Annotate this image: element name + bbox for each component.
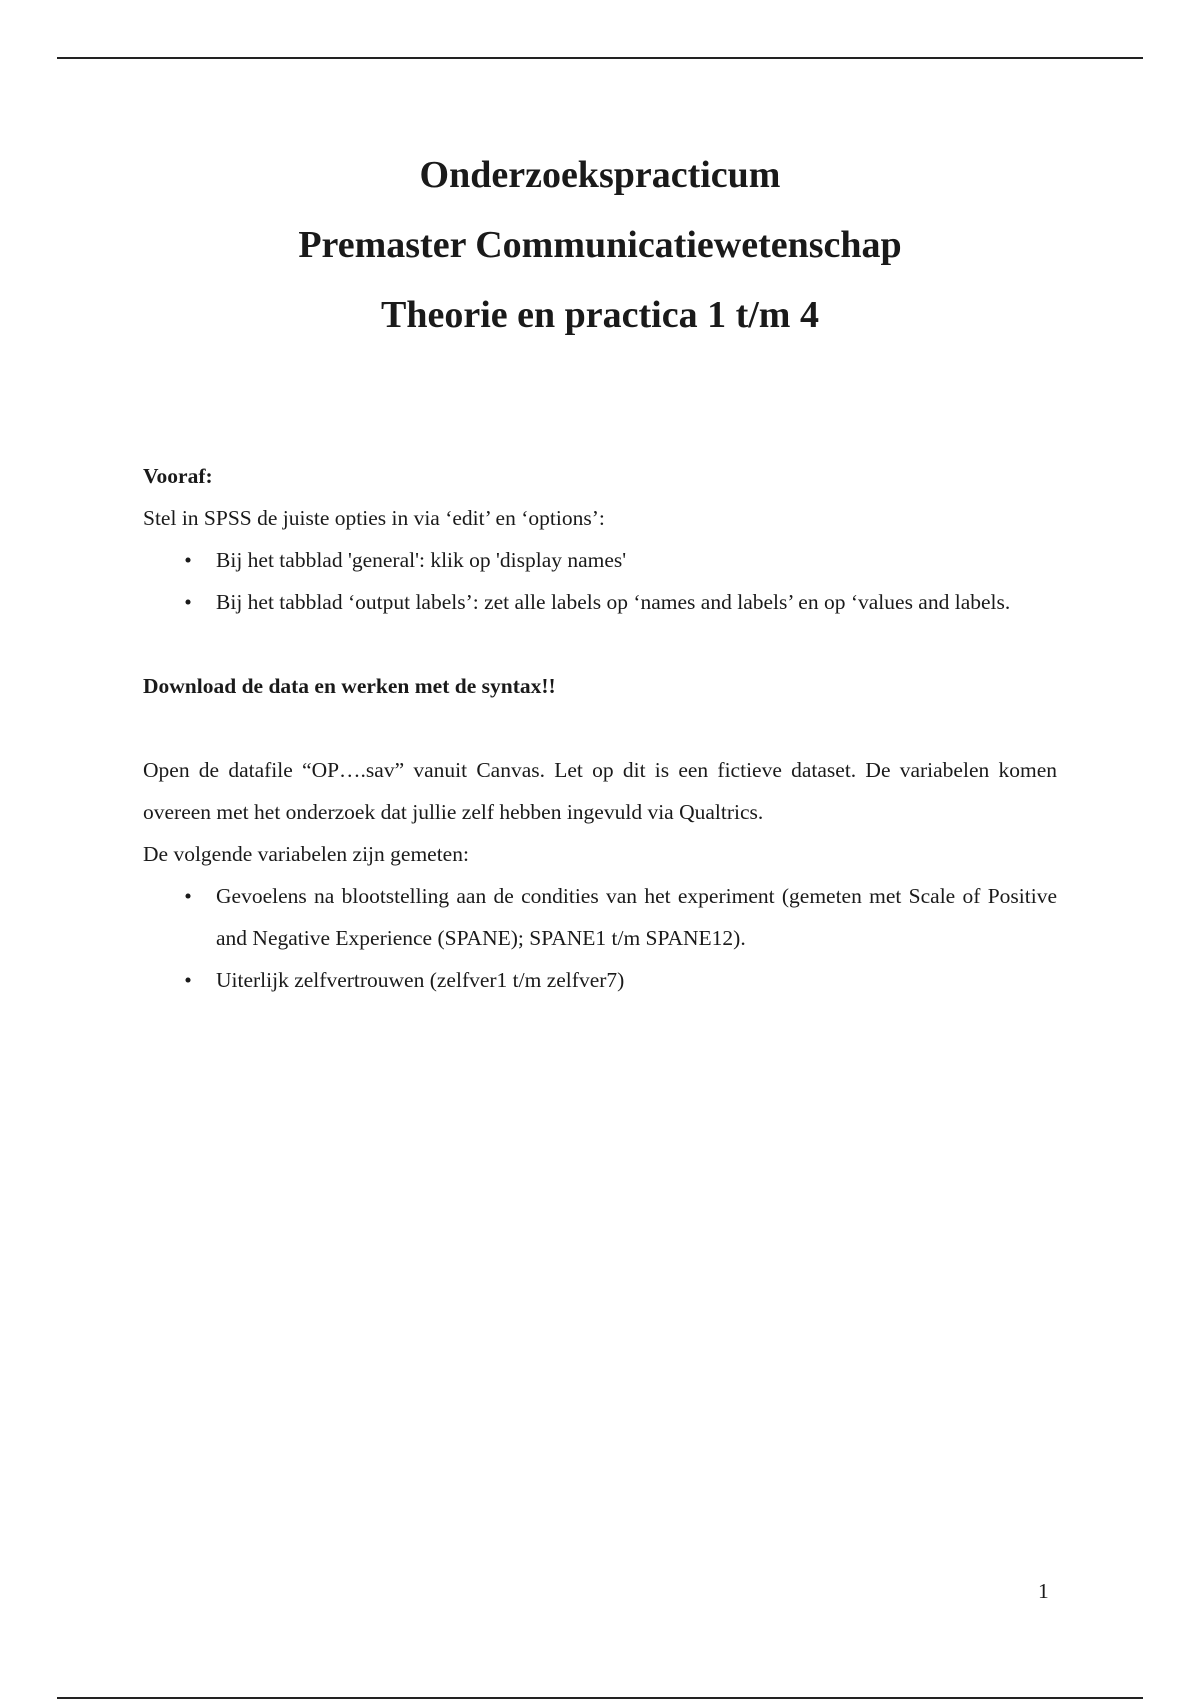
title-line-1: Onderzoekspracticum <box>419 154 781 196</box>
list-item <box>143 875 1057 959</box>
list-item-text: Gevoelens na blootstelling aan de condities van het experiment (gemeten met Scale of Positive and Negative Experience (SPANE); SPANE1 t/m SPANE12). <box>216 884 1057 950</box>
variables-bullet-list <box>143 875 1057 1001</box>
dataset-paragraph: Open de datafile “OP….sav” vanuit Canvas. Let op dit is een fictieve dataset. De variabelen komen overeen met het onderzoek dat jullie zelf hebben ingevuld via Qualtrics. <box>143 758 1057 824</box>
spacer <box>143 707 1057 749</box>
list-item-text: Uiterlijk zelfvertrouwen (zelfver1 t/m zelfver7) <box>216 968 625 992</box>
header-rule <box>57 57 1143 59</box>
list-item-text: Bij het tabblad 'general': klik op 'display names' <box>216 548 627 572</box>
bullet-icon: • <box>184 884 192 908</box>
spacer <box>143 623 1057 665</box>
vooraf-heading: Vooraf: <box>143 464 213 488</box>
download-notice: Download de data en werken met de syntax!! <box>143 674 556 698</box>
bullet-icon: • <box>184 968 192 992</box>
vooraf-intro: Stel in SPSS de juiste opties in via ‘edit’ en ‘options’: <box>143 506 605 530</box>
bullet-icon: • <box>184 548 192 572</box>
variables-intro: De volgende variabelen zijn gemeten: <box>143 842 469 866</box>
list-item <box>143 539 1057 581</box>
document-title <box>0 140 1200 350</box>
list-item <box>143 581 1057 623</box>
title-line-3: Theorie en practica 1 t/m 4 <box>381 294 819 336</box>
footer-rule <box>57 1697 1143 1699</box>
document-body <box>143 455 1057 1001</box>
list-item <box>143 959 1057 1001</box>
page-number: 1 <box>1038 1579 1049 1603</box>
vooraf-bullet-list <box>143 539 1057 623</box>
title-line-2: Premaster Communicatiewetenschap <box>298 224 902 266</box>
bullet-icon: • <box>184 590 192 614</box>
list-item-text: Bij het tabblad ‘output labels’: zet alle labels op ‘names and labels’ en op ‘values and labels. <box>216 590 1011 614</box>
